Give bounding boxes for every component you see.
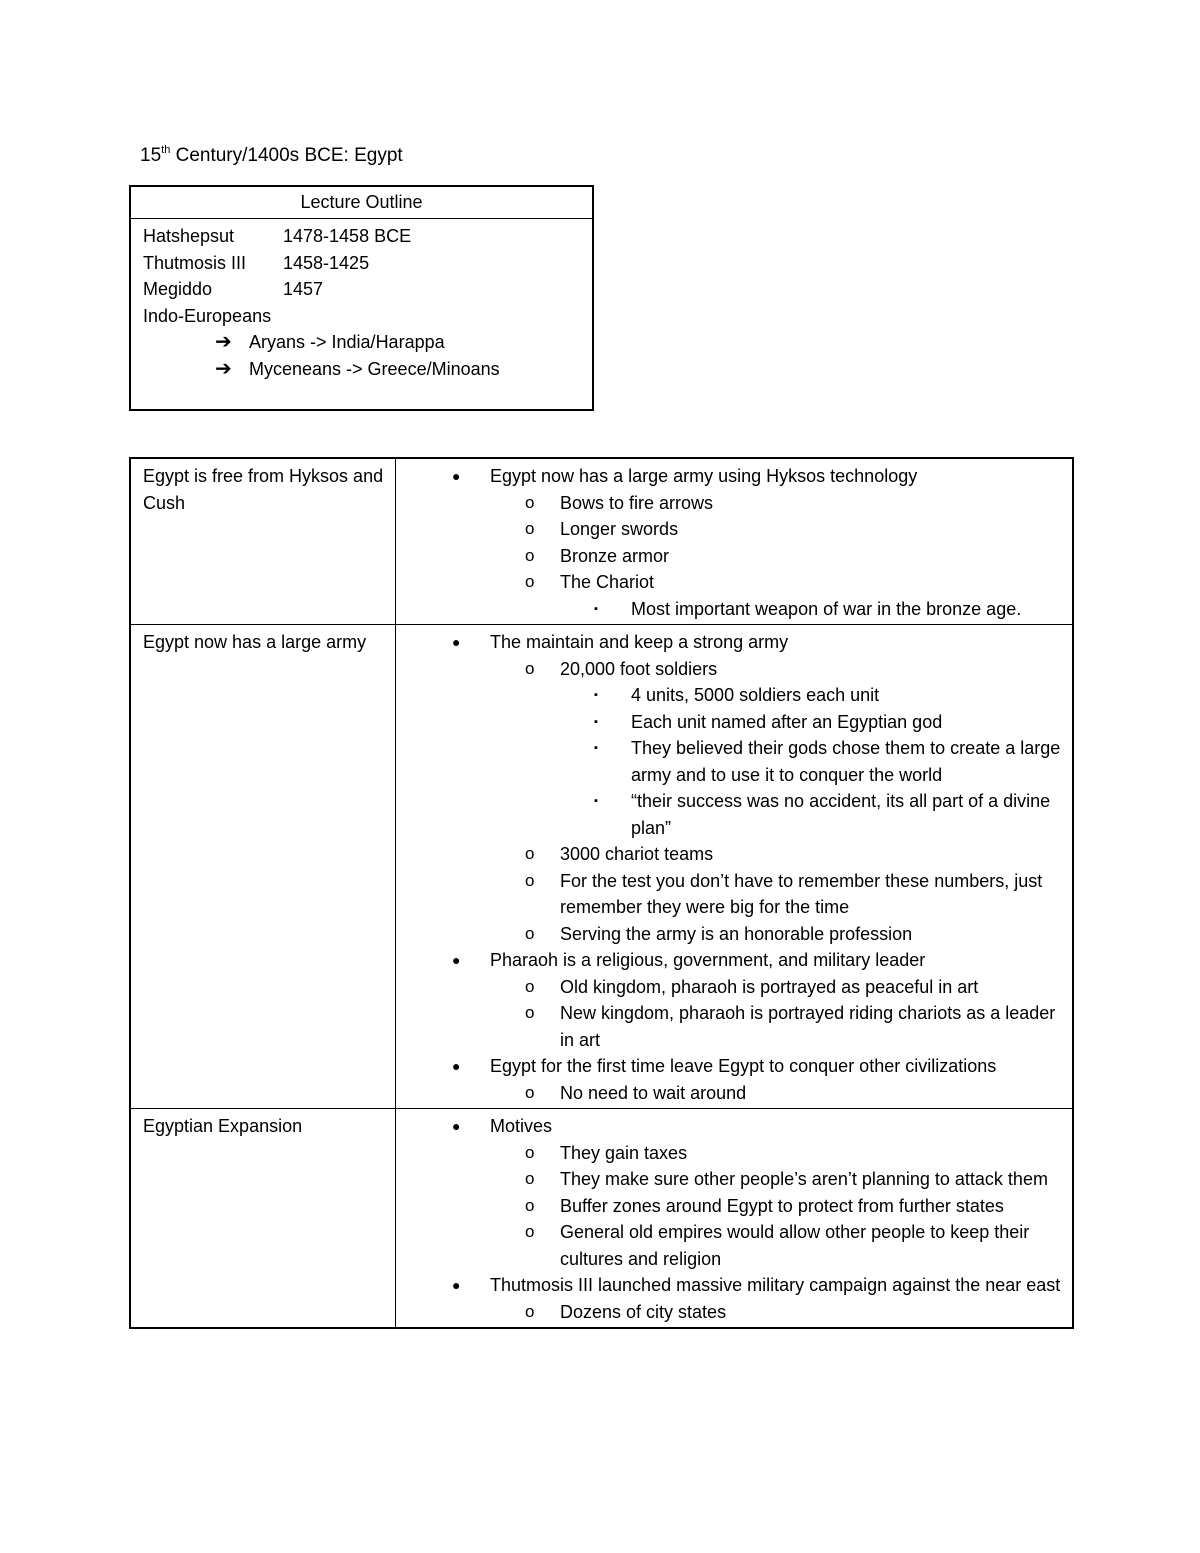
notes-list-item [408, 1113, 1062, 1140]
notes-list-item-text: Longer swords [560, 519, 679, 539]
bullet-circle-icon: o [525, 1082, 535, 1102]
title-text: Century/1400s BCE: Egypt [170, 145, 403, 166]
bullet-circle-icon: o [525, 870, 535, 890]
outline-arrow-item-text: Myceneans -> Greece/Minoans [249, 358, 500, 379]
notes-row [130, 625, 1073, 1109]
notes-list-item-text: Pharaoh is a religious, government, and military leader [490, 950, 926, 970]
title-number: 15 [140, 145, 162, 166]
notes-list-item-text: Old kingdom, pharaoh is portrayed as peaceful in art [560, 976, 979, 997]
notes-list-item-text: 4 units, 5000 soldiers each unit [631, 685, 880, 705]
right-arrow-icon: ➔ [215, 331, 232, 353]
notes-list-item [408, 1000, 1062, 1053]
notes-list-item-text: Bronze armor [560, 545, 670, 566]
outline-row-date: 1458-1425 [283, 252, 370, 273]
notes-list-item [408, 490, 1062, 517]
lecture-outline-heading: Lecture Outline [131, 187, 592, 219]
outline-row [143, 303, 592, 330]
notes-list-item [408, 1219, 1062, 1272]
page-title [140, 144, 403, 168]
notes-topic: Egypt now has a large army [130, 625, 396, 1109]
outline-row-name: Thutmosis III [143, 252, 247, 273]
notes-list-item [408, 596, 1062, 623]
notes-list-item [408, 1299, 1062, 1326]
notes-list-item [408, 629, 1062, 656]
outline-row-date: 1478-1458 BCE [283, 226, 412, 246]
bullet-circle-icon: o [525, 923, 535, 943]
outline-row-date: 1457 [283, 279, 324, 299]
notes-row [130, 1109, 1073, 1329]
bullet-dot-icon: ● [452, 1058, 461, 1074]
outline-row-name: Megiddo [143, 279, 213, 299]
notes-list-item [408, 868, 1062, 921]
notes-list-item-text: Thutmosis III launched massive military campaign against the near east [490, 1275, 1061, 1295]
bullet-circle-icon: o [525, 844, 535, 863]
bullet-square-icon: ▪ [594, 795, 598, 807]
bullet-dot-icon: ● [452, 634, 461, 650]
notes-list-item [408, 543, 1062, 570]
bullet-circle-icon: o [525, 1195, 535, 1215]
notes-table-body [130, 458, 1073, 1328]
notes-list-item [408, 1053, 1062, 1080]
notes-list-item-text: “their success was no accident, its all part of a divine plan” [631, 791, 1051, 838]
notes-list-item-text: Motives [490, 1116, 553, 1136]
notes-list [408, 1113, 1062, 1325]
bullet-circle-icon: o [525, 519, 535, 538]
bullet-circle-icon: o [525, 1222, 535, 1241]
notes-list [408, 463, 1062, 622]
notes-list-item [408, 841, 1062, 868]
notes-list-item-text: 20,000 foot soldiers [560, 658, 718, 679]
right-arrow-icon: ➔ [215, 357, 232, 380]
notes-list-item [408, 974, 1062, 1001]
outline-row [143, 276, 592, 303]
notes-list-item-text: Egypt now has a large army using Hyksos technology [490, 466, 918, 486]
outline-row-name: Indo-Europeans [143, 305, 272, 326]
notes-list-item [408, 656, 1062, 683]
notes-list-item-text: 3000 chariot teams [560, 844, 714, 864]
bullet-circle-icon: o [525, 1169, 535, 1188]
bullet-circle-icon: o [525, 1301, 535, 1321]
notes-list-item [408, 1193, 1062, 1220]
notes-table [129, 457, 1074, 1329]
notes-list-item-text: They gain taxes [560, 1142, 688, 1163]
notes-list-item-text: Serving the army is an honorable profession [560, 923, 913, 944]
notes-list-item [408, 735, 1062, 788]
outline-row [143, 223, 592, 250]
bullet-circle-icon: o [525, 1142, 535, 1162]
outline-arrow-item [143, 329, 592, 356]
notes-list-item-text: Buffer zones around Egypt to protect from further states [560, 1195, 1004, 1216]
outline-arrow-item-text: Aryans -> India/Harappa [249, 332, 445, 352]
notes-list-item-text: Egypt for the first time leave Egypt to conquer other civilizations [490, 1056, 997, 1076]
notes-details [396, 458, 1074, 625]
bullet-dot-icon: ● [452, 952, 461, 968]
bullet-square-icon: ▪ [594, 602, 598, 615]
notes-details [396, 1109, 1074, 1329]
notes-list-item [408, 1080, 1062, 1107]
bullet-circle-icon: o [525, 658, 535, 678]
notes-list-item [408, 516, 1062, 543]
notes-list-item-text: The Chariot [560, 572, 655, 592]
bullet-square-icon: ▪ [594, 689, 598, 701]
notes-row [130, 458, 1073, 625]
bullet-square-icon: ▪ [594, 715, 598, 728]
outline-arrow-item [143, 356, 592, 383]
notes-topic: Egyptian Expansion [130, 1109, 396, 1329]
outline-row-name: Hatshepsut [143, 226, 235, 246]
notes-list-item-text: Each unit named after an Egyptian god [631, 711, 943, 732]
notes-list-item-text: Dozens of city states [560, 1301, 727, 1322]
outline-row [143, 250, 592, 277]
notes-list-item-text: Bows to fire arrows [560, 492, 714, 513]
bullet-square-icon: ▪ [594, 742, 598, 754]
notes-list-item-text: They make sure other people’s aren’t planning to attack them [560, 1169, 1048, 1189]
notes-list-item-text: The maintain and keep a strong army [490, 632, 789, 652]
lecture-outline-box [129, 185, 594, 411]
notes-list-item-text: New kingdom, pharaoh is portrayed riding chariots as a leader in art [560, 1003, 1056, 1050]
notes-list-item-text: They believed their gods chose them to create a large army and to use it to conquer the world [631, 738, 1061, 785]
notes-list [408, 629, 1062, 1106]
notes-details [396, 625, 1074, 1109]
notes-list-item [408, 788, 1062, 841]
notes-list-item-text: General old empires would allow other people to keep their cultures and religion [560, 1222, 1030, 1269]
bullet-dot-icon: ● [452, 1118, 461, 1134]
notes-list-item [408, 947, 1062, 974]
notes-list-item [408, 921, 1062, 948]
notes-list-item [408, 709, 1062, 736]
bullet-circle-icon: o [525, 545, 535, 565]
notes-list-item-text: No need to wait around [560, 1082, 747, 1103]
notes-list-item [408, 1272, 1062, 1299]
notes-list-item [408, 682, 1062, 709]
notes-topic: Egypt is free from Hyksos and Cush [130, 458, 396, 625]
notes-list-item [408, 1166, 1062, 1193]
notes-list-item [408, 569, 1062, 596]
bullet-circle-icon: o [525, 572, 535, 591]
notes-list-item [408, 1140, 1062, 1167]
bullet-circle-icon: o [525, 976, 535, 996]
bullet-dot-icon: ● [452, 1277, 461, 1293]
bullet-circle-icon: o [525, 1003, 535, 1022]
bullet-dot-icon: ● [452, 468, 461, 484]
notes-list-item [408, 463, 1062, 490]
lecture-outline-body [131, 219, 592, 382]
notes-list-item-text: For the test you don’t have to remember these numbers, just remember they were big for the time [560, 870, 1043, 917]
bullet-circle-icon: o [525, 492, 535, 512]
title-ordinal-suffix: th [161, 144, 171, 156]
notes-list-item-text: Most important weapon of war in the bronze age. [631, 598, 1022, 619]
